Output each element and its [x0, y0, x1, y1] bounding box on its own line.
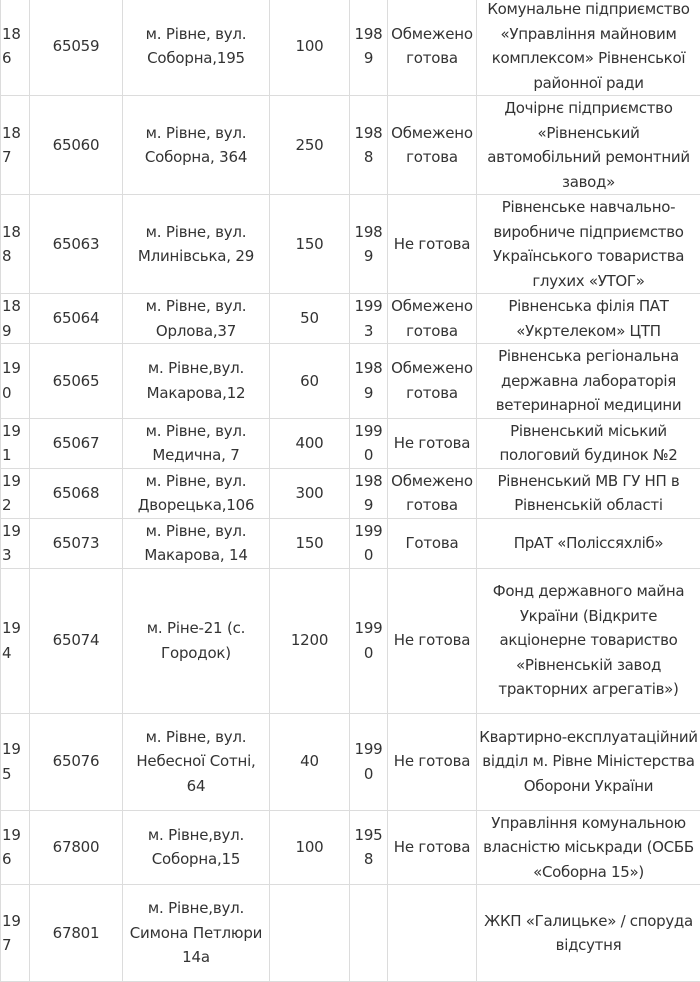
- year-cell: 1989: [350, 0, 388, 96]
- area-cell: 1200: [270, 568, 350, 713]
- year-cell: 1990: [350, 713, 388, 810]
- row-number-cell: 190: [1, 344, 30, 419]
- owner-cell: Рівненський МВ ГУ НП в Рівненській області: [477, 468, 700, 518]
- year-cell: 1990: [350, 518, 388, 568]
- table-row: [1, 518, 700, 568]
- object-code-cell: 65068: [30, 468, 123, 518]
- year-cell: 1990: [350, 418, 388, 468]
- table-row: [1, 810, 700, 885]
- owner-cell: Рівненська філія ПАТ «Укртелеком» ЦТП: [477, 294, 700, 344]
- row-number-cell: 186: [1, 0, 30, 96]
- readiness-status-cell: Не готова: [388, 713, 477, 810]
- address-cell: м. Рівне, вул. Дворецька,106: [123, 468, 270, 518]
- owner-cell: ПрАТ «Поліссяхліб»: [477, 518, 700, 568]
- owner-cell: Фонд державного майна України (Відкрите акціонерне товариство «Рівненській завод тракторних агрегатів»): [477, 568, 700, 713]
- area-cell: 100: [270, 0, 350, 96]
- row-number-cell: 192: [1, 468, 30, 518]
- table-row: [1, 195, 700, 294]
- object-code-cell: 65074: [30, 568, 123, 713]
- address-cell: м. Рівне, вул. Соборна, 364: [123, 96, 270, 195]
- row-number-cell: 191: [1, 418, 30, 468]
- table-row: [1, 568, 700, 713]
- readiness-status-cell: Не готова: [388, 568, 477, 713]
- readiness-status-cell: Обмежено готова: [388, 96, 477, 195]
- row-number-cell: 194: [1, 568, 30, 713]
- object-code-cell: 65064: [30, 294, 123, 344]
- object-code-cell: 65065: [30, 344, 123, 419]
- readiness-status-cell: Готова: [388, 518, 477, 568]
- readiness-status-cell: Обмежено готова: [388, 294, 477, 344]
- year-cell: [350, 885, 388, 982]
- address-cell: м. Рівне, вул. Млинівська, 29: [123, 195, 270, 294]
- readiness-status-cell: Обмежено готова: [388, 0, 477, 96]
- readiness-status-cell: [388, 885, 477, 982]
- object-code-cell: 65059: [30, 0, 123, 96]
- address-cell: м. Рівне, вул. Медична, 7: [123, 418, 270, 468]
- address-cell: м. Рівне, вул. Орлова,37: [123, 294, 270, 344]
- year-cell: 1958: [350, 810, 388, 885]
- area-cell: [270, 885, 350, 982]
- row-number-cell: 196: [1, 810, 30, 885]
- object-code-cell: 65073: [30, 518, 123, 568]
- address-cell: м. Рівне,вул. Соборна,15: [123, 810, 270, 885]
- object-code-cell: 65067: [30, 418, 123, 468]
- table-row: [1, 713, 700, 810]
- readiness-status-cell: Не готова: [388, 418, 477, 468]
- object-code-cell: 65076: [30, 713, 123, 810]
- area-cell: 250: [270, 96, 350, 195]
- readiness-status-cell: Не готова: [388, 810, 477, 885]
- owner-cell: ЖКП «Галицьке» / споруда відсутня: [477, 885, 700, 982]
- row-number-cell: 197: [1, 885, 30, 982]
- owner-cell: Рівненське навчально-виробниче підприємство Українського товариства глухих «УТОГ»: [477, 195, 700, 294]
- row-number-cell: 188: [1, 195, 30, 294]
- year-cell: 1989: [350, 344, 388, 419]
- owner-cell: Квартирно-експлуатаційний відділ м. Рівне Міністерства Оборони України: [477, 713, 700, 810]
- table-row: [1, 885, 700, 982]
- owner-cell: Рівненський міський пологовий будинок №2: [477, 418, 700, 468]
- object-code-cell: 67801: [30, 885, 123, 982]
- object-code-cell: 65063: [30, 195, 123, 294]
- area-cell: 400: [270, 418, 350, 468]
- area-cell: 40: [270, 713, 350, 810]
- address-cell: м. Рівне, вул. Небесної Сотні, 64: [123, 713, 270, 810]
- address-cell: м. Рівне,вул. Макарова,12: [123, 344, 270, 419]
- area-cell: 150: [270, 195, 350, 294]
- table-row: [1, 0, 700, 96]
- object-code-cell: 65060: [30, 96, 123, 195]
- table-row: [1, 344, 700, 419]
- year-cell: 1993: [350, 294, 388, 344]
- owner-cell: Комунальне підприємство «Управління майновим комплексом» Рівненської районної ради: [477, 0, 700, 96]
- readiness-status-cell: Не готова: [388, 195, 477, 294]
- year-cell: 1990: [350, 568, 388, 713]
- object-code-cell: 67800: [30, 810, 123, 885]
- address-cell: м. Рівне,вул. Симона Петлюри 14а: [123, 885, 270, 982]
- address-cell: м. Ріне-21 (с. Городок): [123, 568, 270, 713]
- readiness-status-cell: Обмежено готова: [388, 468, 477, 518]
- readiness-status-cell: Обмежено готова: [388, 344, 477, 419]
- area-cell: 300: [270, 468, 350, 518]
- table-row: [1, 294, 700, 344]
- year-cell: 1989: [350, 468, 388, 518]
- table-body: [1, 0, 700, 982]
- address-cell: м. Рівне, вул. Соборна,195: [123, 0, 270, 96]
- year-cell: 1988: [350, 96, 388, 195]
- area-cell: 100: [270, 810, 350, 885]
- owner-cell: Дочірнє підприємство «Рівненський автомобільний ремонтний завод»: [477, 96, 700, 195]
- owner-cell: Рівненська регіональна державна лабораторія ветеринарної медицини: [477, 344, 700, 419]
- area-cell: 150: [270, 518, 350, 568]
- row-number-cell: 189: [1, 294, 30, 344]
- table-row: [1, 96, 700, 195]
- row-number-cell: 195: [1, 713, 30, 810]
- table-row: [1, 418, 700, 468]
- area-cell: 50: [270, 294, 350, 344]
- row-number-cell: 193: [1, 518, 30, 568]
- owner-cell: Управління комунальною власністю міськради (ОСББ «Соборна 15»): [477, 810, 700, 885]
- area-cell: 60: [270, 344, 350, 419]
- address-cell: м. Рівне, вул. Макарова, 14: [123, 518, 270, 568]
- row-number-cell: 187: [1, 96, 30, 195]
- year-cell: 1989: [350, 195, 388, 294]
- table-row: [1, 468, 700, 518]
